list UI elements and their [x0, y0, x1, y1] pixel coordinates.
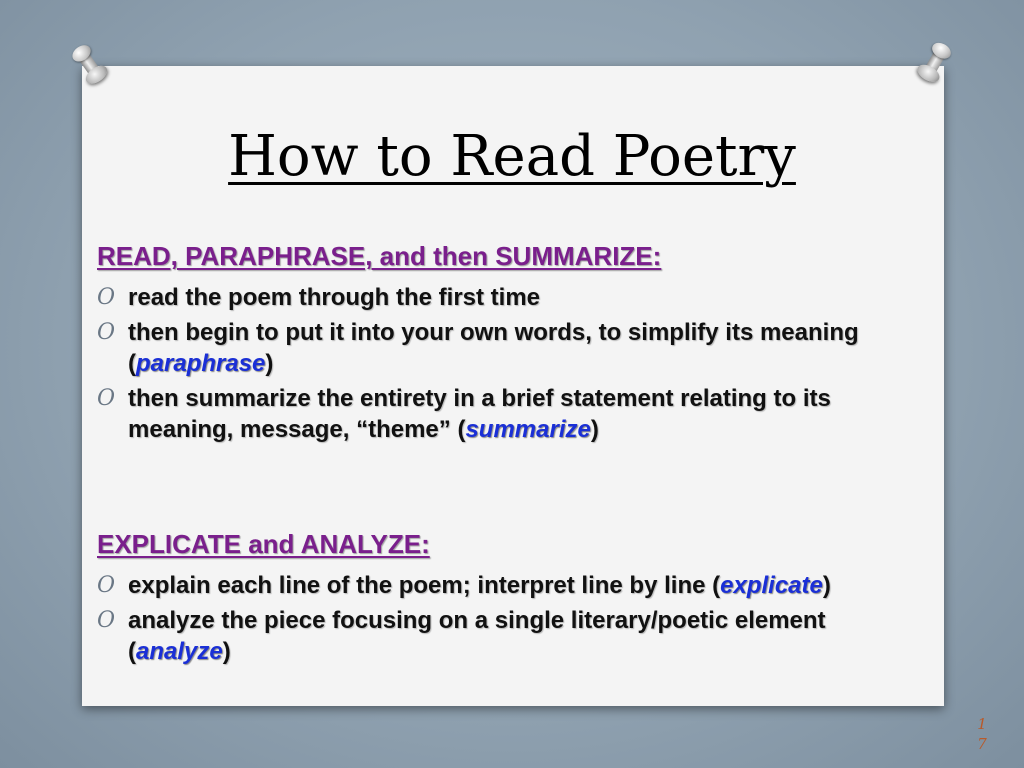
bullet-close: )	[222, 638, 231, 665]
bullet-text: then begin to put it into your own words, to simplify its meaning (	[128, 319, 859, 377]
bullet-close: )	[590, 416, 599, 443]
section-heading-explicate: EXPLICATE and ANALYZE:	[97, 529, 430, 559]
emphasis-term: paraphrase	[136, 350, 266, 377]
bullet-marker-icon: O	[97, 320, 116, 345]
emphasis-term: summarize	[465, 416, 591, 443]
emphasis-term: analyze	[136, 638, 223, 665]
slide-title: How to Read Poetry	[228, 124, 796, 189]
section-heading-read: READ, PARAPHRASE, and then SUMMARIZE:	[97, 241, 662, 271]
bullet-text: explain each line of the poem; interpret line by line (	[128, 572, 721, 599]
bullet-marker-icon: O	[97, 285, 116, 310]
page-number	[974, 714, 990, 754]
list-item	[97, 605, 917, 667]
bullet-text: analyze the piece focusing on a single literary/poetic element (	[128, 607, 826, 665]
bullet-marker-icon: O	[97, 573, 116, 598]
bullet-text: read the poem through the first time	[128, 284, 541, 311]
list-item	[97, 282, 917, 313]
page-number-bottom: 7	[977, 735, 987, 753]
bullet-text: then summarize the entirety in a brief statement relating to its meaning, message, “theme” (	[128, 385, 831, 443]
emphasis-term: explicate	[720, 572, 823, 599]
bullet-marker-icon: O	[97, 608, 116, 633]
list-item	[97, 317, 917, 379]
list-item	[97, 383, 917, 445]
page-number-top: 1	[977, 715, 987, 733]
bullet-marker-icon: O	[97, 386, 116, 411]
bullet-close: )	[265, 350, 274, 377]
list-item	[97, 570, 917, 601]
bullet-list-read	[97, 282, 917, 449]
bullet-close: )	[822, 572, 831, 599]
bullet-list-explicate	[97, 570, 917, 671]
